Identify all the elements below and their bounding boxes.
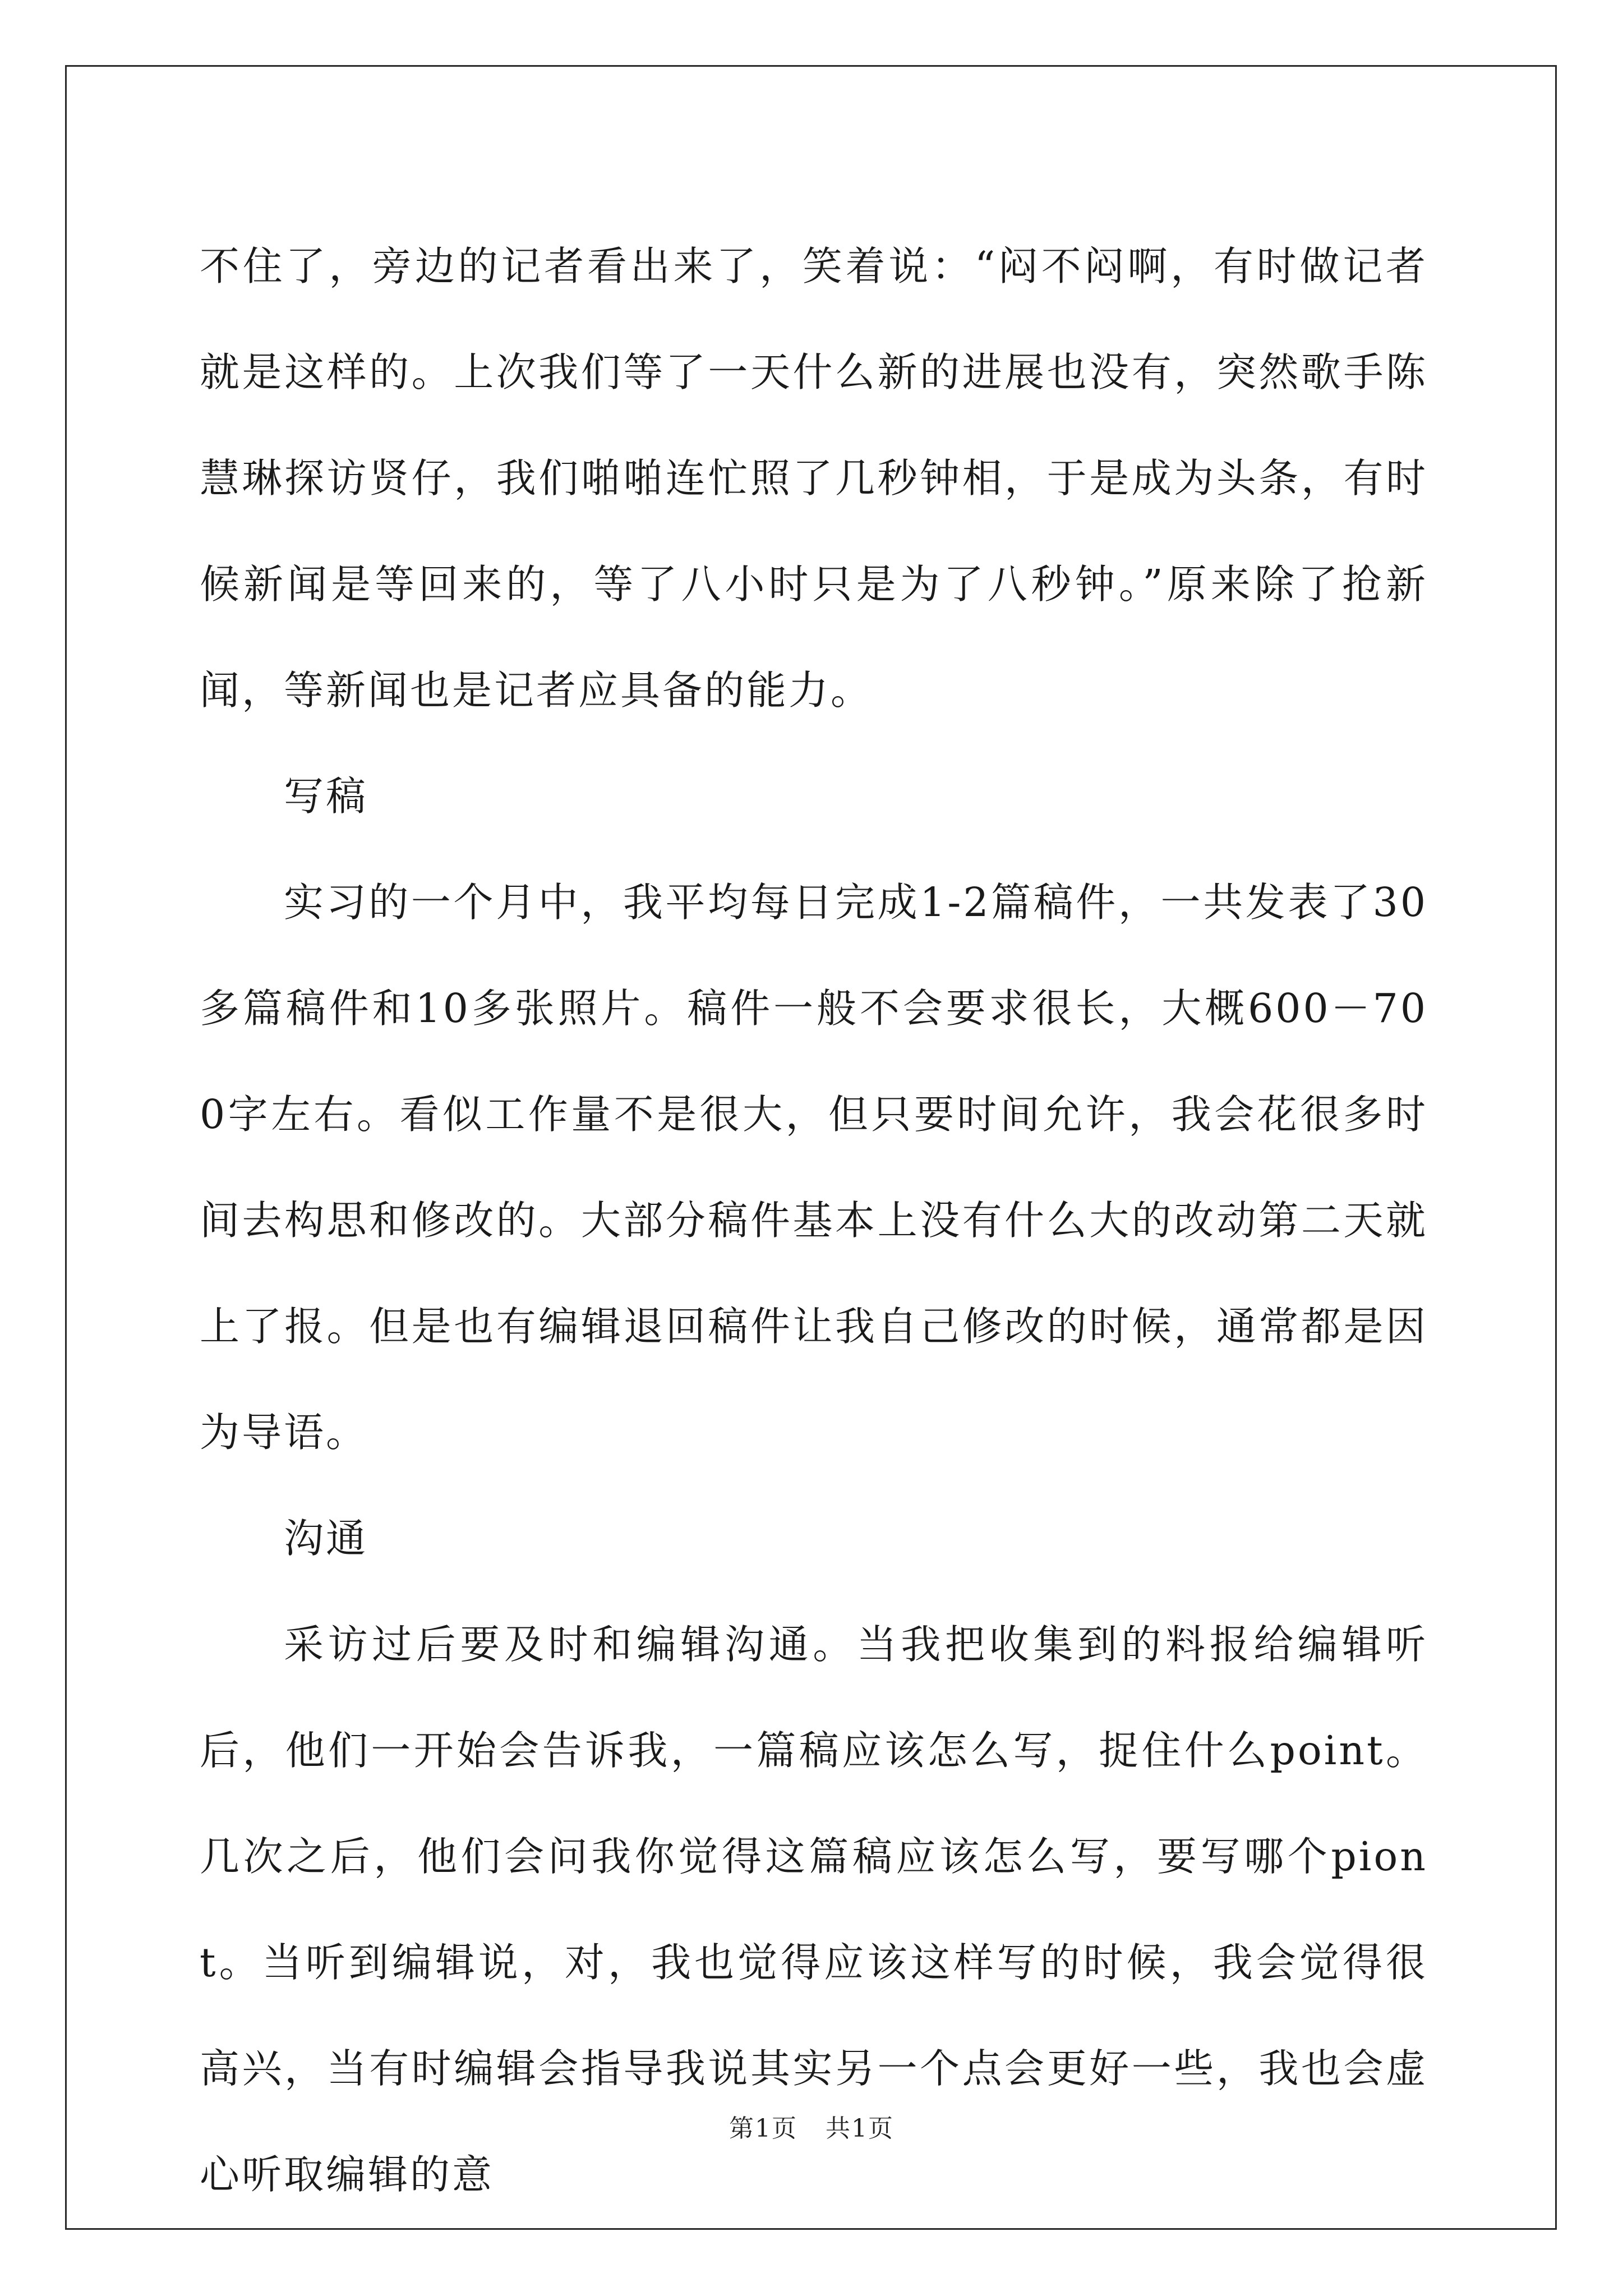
page-number-current: 第1页 xyxy=(729,2114,797,2143)
heading-communication: 沟通 xyxy=(284,1515,368,1562)
paragraph-communication: 采访过后要及时和编辑沟通。当我把收集到的料报给编辑听后，他们一开始会告诉我，一篇稿应该怎么写，捉住什么point。几次之后，他们会问我你觉得这篇稿应该怎么写，要写哪个piont。当听到编辑说，对，我也觉得应该这样写的时候，我会觉得很高兴，当有时编辑会指导我说其实另一个点会更好一些，我也会虚心听取编辑的意 xyxy=(200,1621,1428,2198)
document-body xyxy=(200,213,1428,2228)
paragraph-reporter-waiting: 不住了，旁边的记者看出来了，笑着说：“闷不闷啊，有时做记者就是这样的。上次我们等了一天什么新的进展也没有，突然歌手陈慧琳探访贤仔，我们啪啪连忙照了几秒钟相，于是成为头条，有时候新闻是等回来的，等了八小时只是为了八秒钟。”原来除了抢新闻，等新闻也是记者应具备的能力。 xyxy=(200,243,1428,714)
page-footer xyxy=(0,2112,1623,2146)
page-number-total: 共1页 xyxy=(826,2114,894,2143)
paragraph-writing: 实习的一个月中，我平均每日完成1-2篇稿件，一共发表了30多篇稿件和10多张照片。稿件一般不会要求很长，大概600－700字左右。看似工作量不是很大，但只要时间允许，我会花很多时间去构思和修改的。大部分稿件基本上没有什么大的改动第二天就上了报。但是也有编辑退回稿件让我自己修改的时候，通常都是因为导语。 xyxy=(200,879,1428,1456)
heading-writing: 写稿 xyxy=(284,773,368,820)
